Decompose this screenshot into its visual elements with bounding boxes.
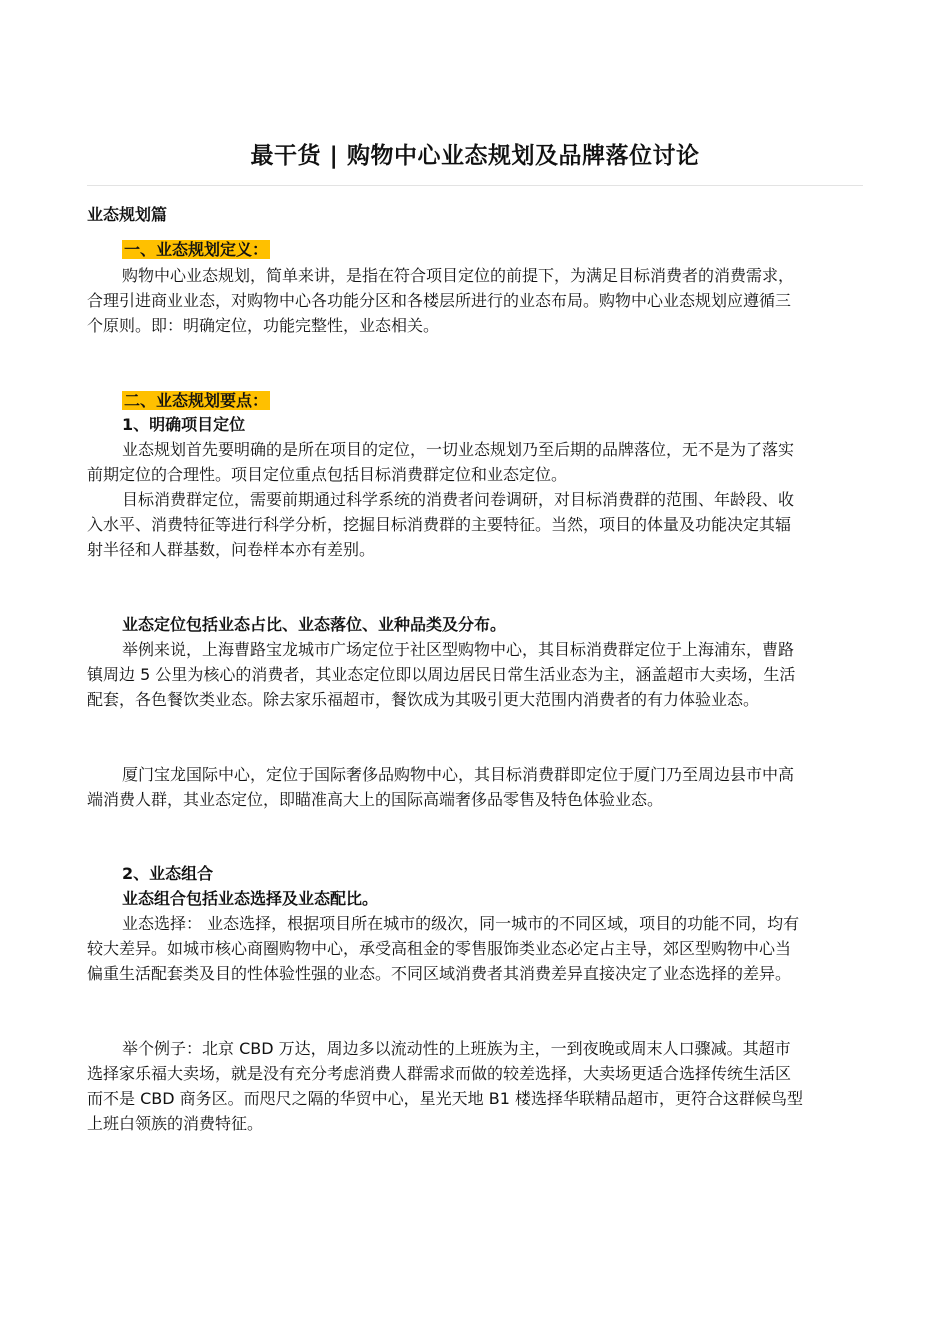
paragraph-line: 个原则。即：明确定位，功能完整性，业态相关。 [87,316,440,335]
paragraph-line: 购物中心业态规划，简单来讲，是指在符合项目定位的前提下，为满足目标消费者的消费需求， [122,266,795,285]
heading-definition-text: 一、业态规划定义： [124,240,269,259]
subheading-positioning: 1、明确项目定位 [122,415,246,434]
paragraph-line: 合理引进商业业态，对购物中心各功能分区和各楼层所进行的业态布局。购物中心业态规划应遵循三 [87,291,792,310]
section-title: 业态规划篇 [87,205,168,224]
heading-definition [122,237,270,262]
paragraph-line: 端消费人群，其业态定位，即瞄准高大上的国际高端奢侈品零售及特色体验业态。 [87,790,664,809]
paragraph-line: 前期定位的合理性。项目定位重点包括目标消费群定位和业态定位。 [87,465,568,484]
paragraph-line: 较大差异。如城市核心商圈购物中心，承受高租金的零售服饰类业态必定占主导，郊区型购物中心当 [87,939,792,958]
bold-statement: 业态组合包括业态选择及业态配比。 [122,889,379,908]
paragraph-line: 而不是 CBD 商务区。而咫尺之隔的华贸中心，星光天地 B1 楼选择华联精品超市，更符合这群候鸟型 [87,1089,803,1108]
title-divider [87,185,863,186]
paragraph-line: 上班白领族的消费特征。 [87,1114,264,1133]
paragraph-line: 射半径和人群基数，问卷样本亦有差别。 [87,540,376,559]
paragraph-line: 业态规划首先要明确的是所在项目的定位，一切业态规划乃至后期的品牌落位，无不是为了落实 [122,440,795,459]
heading-key-points [122,388,270,413]
heading-key-points-text: 二、业态规划要点： [124,391,269,410]
paragraph-line: 目标消费群定位，需要前期通过科学系统的消费者问卷调研，对目标消费群的范围、年龄段、收 [122,490,795,509]
paragraph-line: 厦门宝龙国际中心，定位于国际奢侈品购物中心，其目标消费群即定位于厦门乃至周边县市中高 [122,765,795,784]
paragraph-line: 选择家乐福大卖场，就是没有充分考虑消费人群需求而做的较差选择，大卖场更适合选择传统生活区 [87,1064,792,1083]
paragraph-line: 入水平、消费特征等进行科学分析，挖掘目标消费群的主要特征。当然，项目的体量及功能决定其辐 [87,515,792,534]
paragraph-line: 业态选择： 业态选择，根据项目所在城市的级次，同一城市的不同区域，项目的功能不同，均有 [122,914,800,933]
bold-statement: 业态定位包括业态占比、业态落位、业种品类及分布。 [122,615,507,634]
paragraph-line: 配套，各色餐饮类业态。除去家乐福超市，餐饮成为其吸引更大范围内消费者的有力体验业态。 [87,690,760,709]
paragraph-line: 镇周边 5 公里为核心的消费者，其业态定位即以周边居民日常生活业态为主，涵盖超市大卖场，生活 [87,665,796,684]
paragraph-line: 偏重生活配套类及目的性体验性强的业态。不同区域消费者其消费差异直接决定了业态选择的差异。 [87,964,792,983]
paragraph-line: 举个例子：北京 CBD 万达，周边多以流动性的上班族为主，一到夜晚或周末人口骤减。其超市 [122,1039,791,1058]
page-title: 最干货 | 购物中心业态规划及品牌落位讨论 [250,143,700,169]
paragraph-line: 举例来说，上海曹路宝龙城市广场定位于社区型购物中心，其目标消费群定位于上海浦东，曹路 [122,640,795,659]
subheading-combination: 2、业态组合 [122,864,214,883]
